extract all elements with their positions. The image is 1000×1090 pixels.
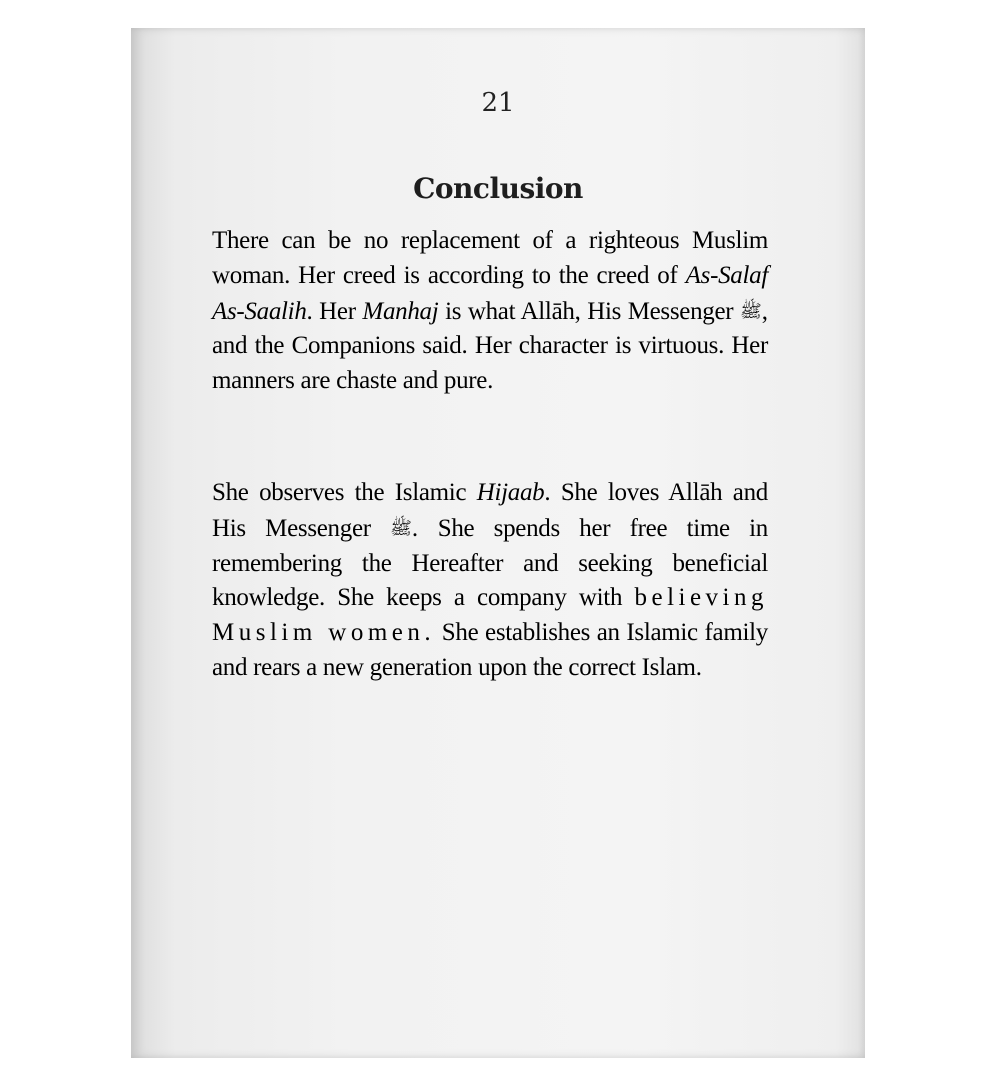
paragraph-2: [212, 476, 768, 686]
p1-text-2: . Her: [306, 297, 363, 325]
paragraph-1: [212, 224, 768, 399]
p1-text-4: , and the Companions said. Her character is virtuous. Her manners are chaste and pure.: [212, 297, 768, 395]
p1-italic-manhaj: Manhaj: [362, 297, 439, 325]
p1-italic-salaf: As-Salaf As-Saalih: [212, 261, 768, 325]
p2-italic-hijaab: Hijaab: [476, 479, 545, 506]
salawat-glyph: ﷺ: [740, 300, 762, 321]
salawat-glyph: ﷺ: [390, 517, 412, 538]
p2-spaced-phrase: believing Muslim women.: [212, 584, 768, 647]
p2-text-3: . She spends her free time in remembering the Hereafter and seeking beneficial knowledge. She keeps a company with: [212, 514, 768, 612]
p2-text-1: She observes the Islamic: [212, 479, 477, 506]
p2-text-5: She establishes an Islamic family and rears a new generation upon the correct Islam.: [212, 619, 768, 681]
p1-text-3: is what Allāh, His Messenger: [438, 297, 740, 325]
page-number: 21: [481, 88, 515, 118]
chapter-heading: Conclusion: [413, 172, 583, 205]
p2-text-2: . She loves Allāh and His Messenger: [212, 479, 768, 542]
p1-text-1: There can be no replacement of a righteous Muslim woman. Her creed is according to the creed of: [212, 227, 768, 289]
book-page: [131, 28, 865, 1058]
